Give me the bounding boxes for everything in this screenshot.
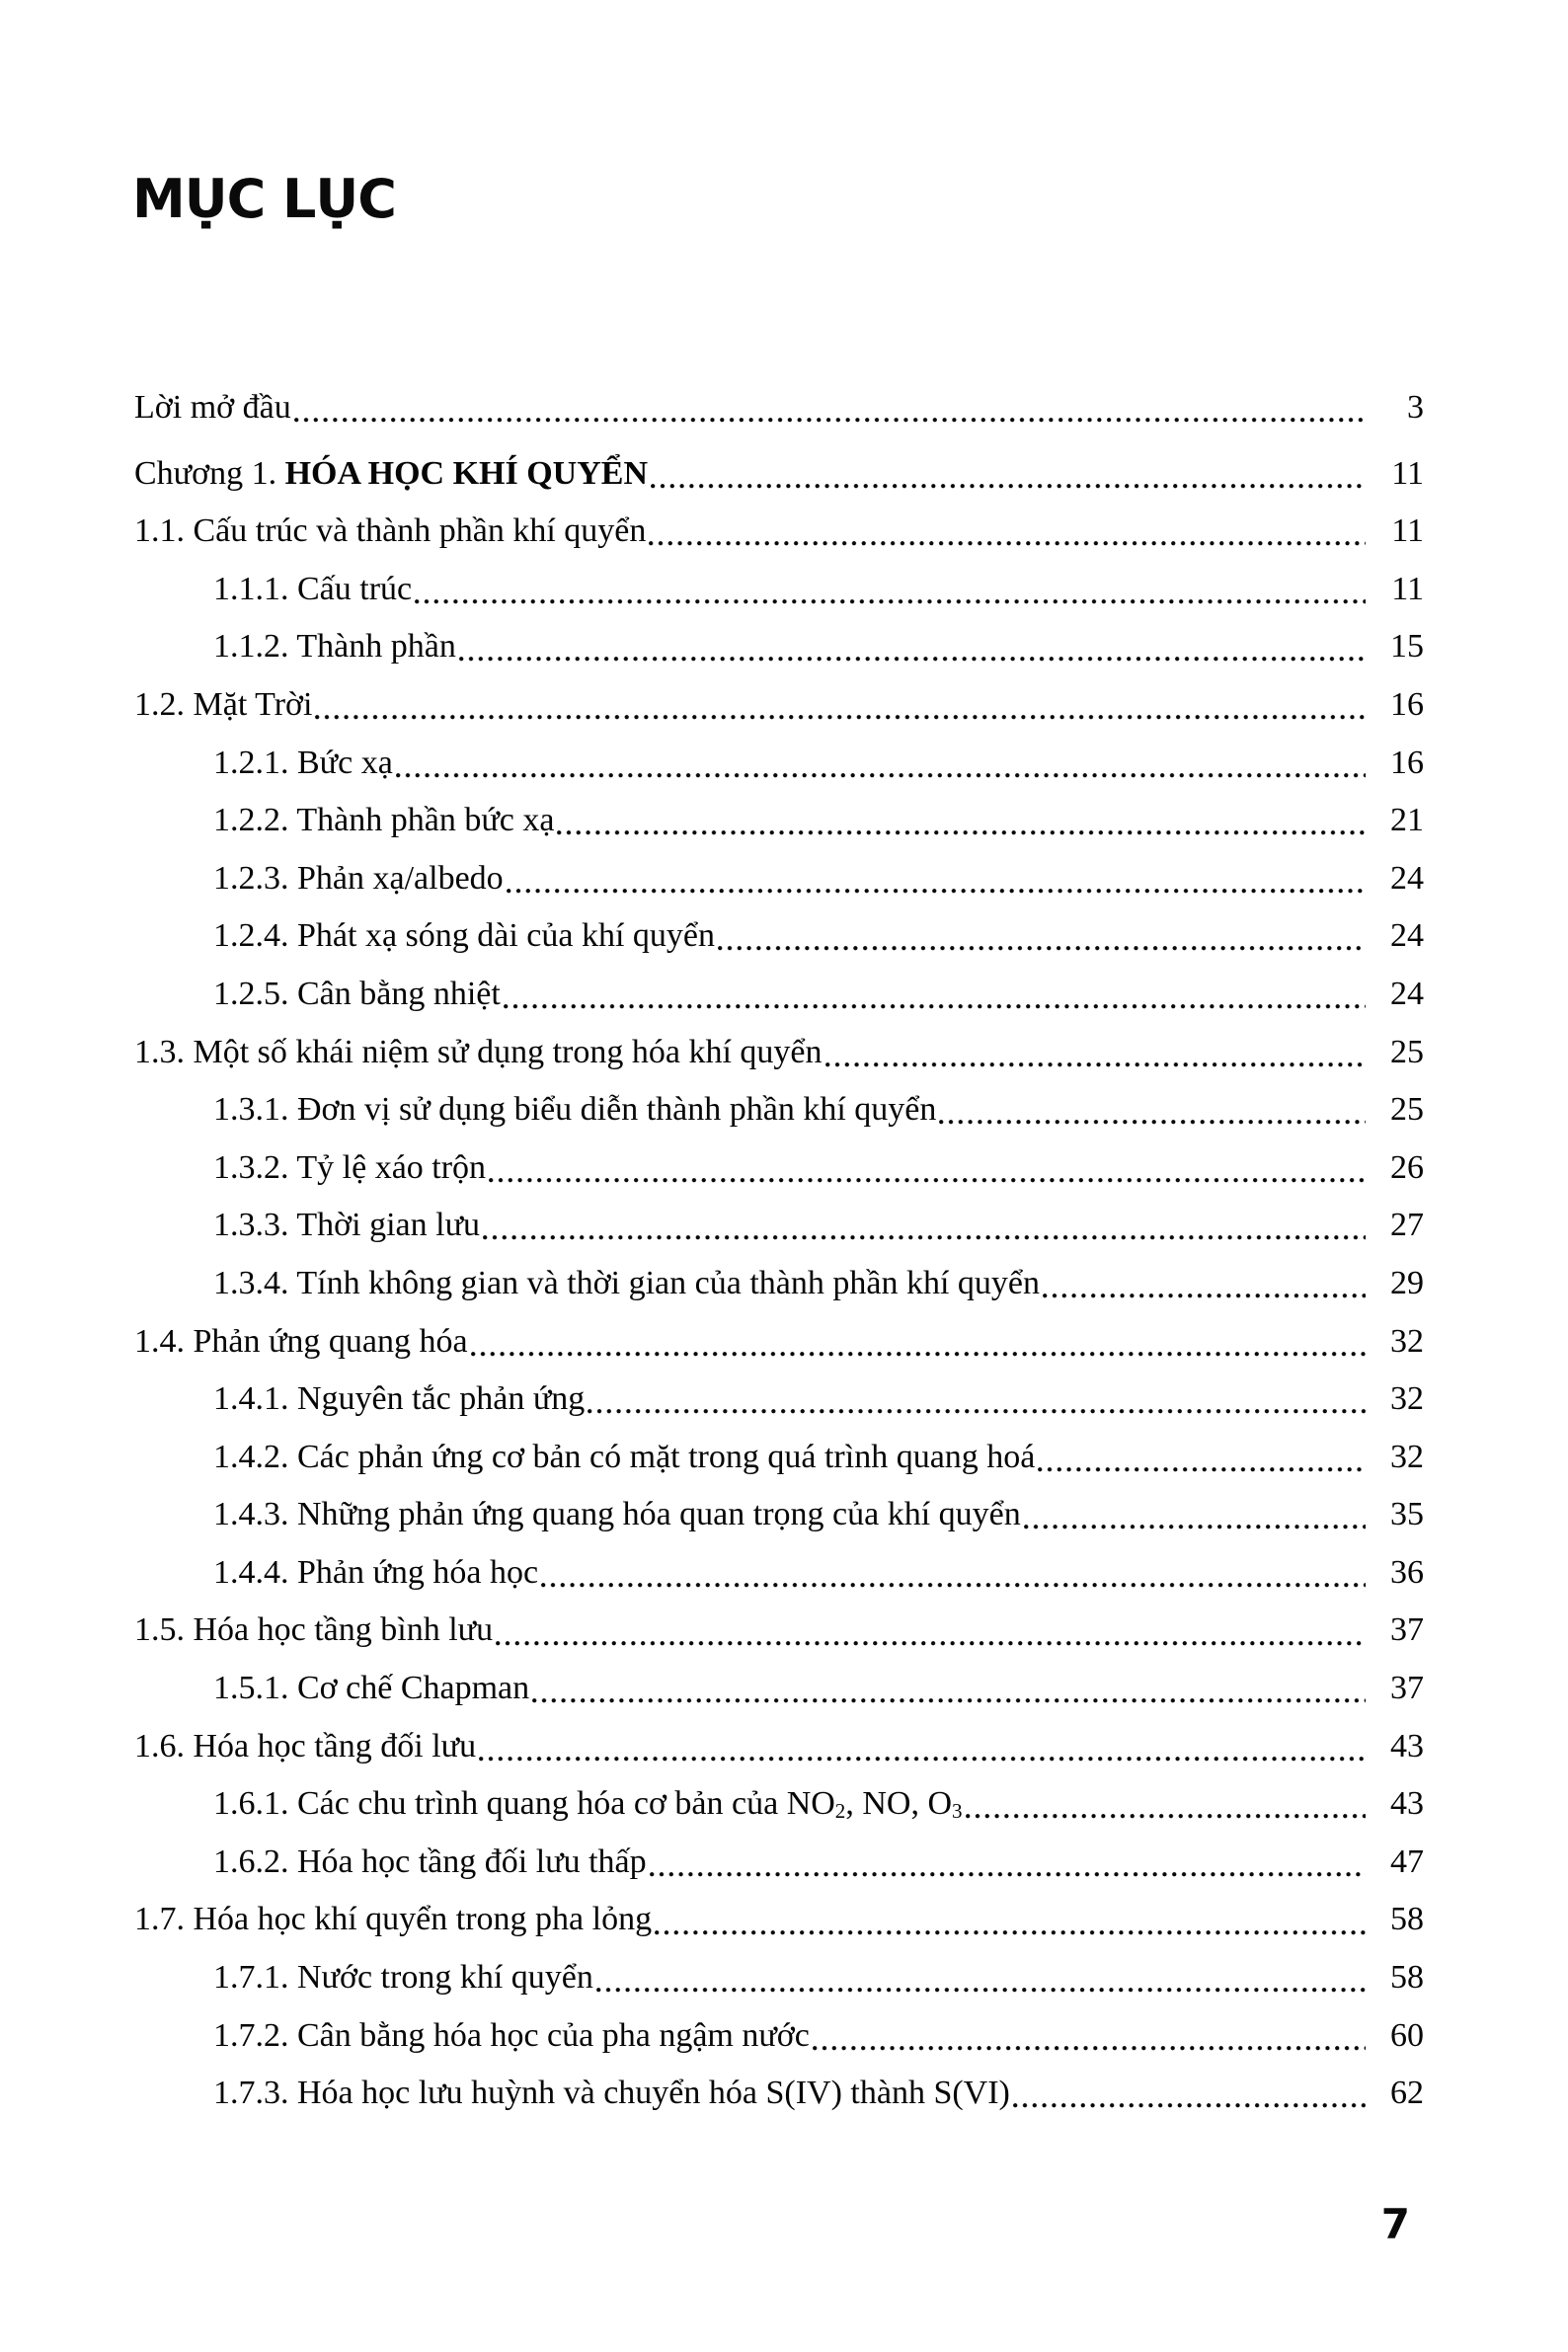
toc-entry-text: 1.2.2. Thành phần bức xạ [213, 802, 555, 839]
page-title: MỤC LỤC [132, 168, 396, 230]
toc-page-number: 11 [1391, 570, 1424, 607]
toc-entry [134, 1775, 1424, 1834]
dot-leader [650, 1834, 1366, 1892]
toc-page-number: 35 [1390, 1496, 1424, 1533]
dot-leader [1013, 2065, 1366, 2123]
toc-entry [134, 1139, 1424, 1198]
toc-entry [134, 2007, 1424, 2066]
toc-entry-text: 1.3.2. Tỷ lệ xáo trộn [213, 1148, 487, 1186]
dot-leader [396, 735, 1366, 793]
toc-entry-text: 1.2. Mặt Trời [134, 685, 313, 723]
toc-page-number: 11 [1391, 512, 1424, 550]
toc-entry [134, 1197, 1424, 1255]
dot-leader [541, 1544, 1366, 1603]
toc-page-number: 47 [1390, 1842, 1424, 1880]
toc-page-number: 25 [1390, 1091, 1424, 1129]
toc-page-number: 26 [1390, 1148, 1424, 1186]
toc-entry-text: 1.4.1. Nguyên tắc phản ứng [213, 1380, 586, 1418]
toc-page-number: 37 [1390, 1611, 1424, 1649]
toc-page-number: 60 [1390, 2016, 1424, 2054]
dot-leader [651, 445, 1366, 504]
toc-page-number: 32 [1390, 1438, 1424, 1475]
toc-entry [134, 1024, 1424, 1082]
toc-entry [134, 1718, 1424, 1776]
toc-entry [134, 1602, 1424, 1660]
toc-entry [134, 907, 1424, 966]
dot-leader [479, 1718, 1366, 1776]
toc-entry-text: 1.4.4. Phản ứng hóa học [213, 1553, 539, 1591]
toc-entry-text: 1.2.1. Bức xạ [213, 744, 393, 781]
toc-entry-text: Lời mở đầu [134, 389, 291, 426]
toc-entry-text: 1.5.1. Cơ chế Chapman [213, 1670, 530, 1707]
toc-page-number: 16 [1390, 744, 1424, 781]
dot-leader [813, 2007, 1366, 2066]
toc-entry-text: 1.7.2. Cân bằng hóa học của pha ngậm nước [213, 2016, 810, 2054]
toc-entry-text: Chương 1. HÓA HỌC KHÍ QUYỂN [134, 454, 649, 492]
toc-entry-text: 1.1. Cấu trúc và thành phần khí quyển [134, 512, 647, 550]
toc-entry [134, 503, 1424, 561]
toc-entry [134, 1313, 1424, 1372]
toc-page-number: 16 [1390, 685, 1424, 723]
footer-page-number: 7 [1380, 2200, 1410, 2248]
toc-page-number: 62 [1390, 2075, 1424, 2112]
toc-entry-text: 1.5. Hóa học tầng bình lưu [134, 1611, 494, 1649]
toc-entry [134, 1371, 1424, 1429]
toc-entry [134, 1660, 1424, 1718]
toc-entry-text: 1.4.2. Các phản ứng cơ bản có mặt trong quá trình quang hoá [213, 1438, 1036, 1475]
dot-leader [557, 792, 1366, 850]
toc-entry [134, 792, 1424, 850]
dot-leader [596, 1949, 1366, 2007]
dot-leader [504, 966, 1366, 1024]
toc-entry-text: 1.3.3. Thời gian lưu [213, 1207, 480, 1244]
dot-leader [655, 1891, 1366, 1949]
toc-page-number: 24 [1390, 917, 1424, 955]
toc-page-number: 32 [1390, 1380, 1424, 1418]
dot-leader [471, 1313, 1366, 1372]
toc-page-number: 37 [1390, 1670, 1424, 1707]
toc-entry-text: 1.1.1. Cấu trúc [213, 570, 413, 607]
toc-entry-text: 1.2.5. Cân bằng nhiệt [213, 975, 501, 1012]
dot-leader [588, 1371, 1366, 1429]
toc-entry [134, 445, 1424, 504]
toc-page-number: 3 [1407, 389, 1424, 426]
toc-entry [134, 1949, 1424, 2007]
toc-entry [134, 1429, 1424, 1487]
toc-entry [134, 561, 1424, 619]
toc-page-number: 43 [1390, 1785, 1424, 1823]
dot-leader [825, 1024, 1367, 1082]
toc-entry [134, 1544, 1424, 1603]
toc-entry [134, 1834, 1424, 1892]
toc-entry-text: 1.2.3. Phản xạ/albedo [213, 859, 504, 897]
dot-leader [315, 676, 1366, 735]
toc-page-number: 11 [1391, 454, 1424, 492]
toc-page-number: 32 [1390, 1322, 1424, 1360]
dot-leader [294, 379, 1366, 437]
toc-page-number: 24 [1390, 975, 1424, 1012]
toc-entry [134, 850, 1424, 908]
toc-entry [134, 735, 1424, 793]
toc-entry [134, 1081, 1424, 1139]
toc-entry-text: 1.3. Một số khái niệm sử dụng trong hóa khí quyển [134, 1033, 823, 1070]
toc-entry-text: 1.6. Hóa học tầng đối lưu [134, 1727, 477, 1764]
dot-leader [459, 618, 1366, 676]
toc-entry-text: 1.3.4. Tính không gian và thời gian của thành phần khí quyển [213, 1264, 1040, 1301]
toc-entry [134, 1891, 1424, 1949]
toc-page-number: 36 [1390, 1553, 1424, 1591]
toc-entry [134, 1486, 1424, 1544]
dot-leader [496, 1602, 1366, 1660]
dot-leader [415, 561, 1366, 619]
toc-page-number: 24 [1390, 859, 1424, 897]
dot-leader [649, 503, 1366, 561]
toc-entry-text: 1.7.3. Hóa học lưu huỳnh và chuyển hóa S(IV) thành S(VI) [213, 2075, 1010, 2112]
toc-entry-text: 1.6.2. Hóa học tầng đối lưu thấp [213, 1842, 647, 1880]
toc-entry [134, 966, 1424, 1024]
toc-entry [134, 676, 1424, 735]
toc-page-number: 25 [1390, 1033, 1424, 1070]
dot-leader [507, 850, 1366, 908]
dot-leader [966, 1775, 1366, 1834]
toc-entry-text: 1.7.1. Nước trong khí quyển [213, 1959, 593, 1997]
dot-leader [1038, 1429, 1366, 1487]
toc-page-number: 15 [1390, 628, 1424, 666]
toc-entry-text: 1.3.1. Đơn vị sử dụng biểu diễn thành phần khí quyển [213, 1091, 937, 1129]
dot-leader [1043, 1255, 1366, 1313]
toc-page-number: 58 [1390, 1959, 1424, 1997]
toc-entry [134, 618, 1424, 676]
toc-entry-text: 1.7. Hóa học khí quyển trong pha lỏng [134, 1901, 653, 1938]
toc-entry [134, 2065, 1424, 2123]
toc-entry [134, 379, 1424, 437]
toc-page-number: 21 [1390, 802, 1424, 839]
toc-entry-text: 1.4. Phản ứng quang hóa [134, 1322, 468, 1360]
dot-leader [483, 1197, 1366, 1255]
toc-entry-text: 1.1.2. Thành phần [213, 628, 456, 666]
dot-leader [1024, 1486, 1366, 1544]
toc-page-number: 29 [1390, 1264, 1424, 1301]
toc-entry-text: 1.4.3. Những phản ứng quang hóa quan trọng của khí quyển [213, 1496, 1021, 1533]
toc-page-number: 58 [1390, 1901, 1424, 1938]
toc-entry [134, 1255, 1424, 1313]
toc-entry-text: 1.6.1. Các chu trình quang hóa cơ bản của NO2, NO, O3 [213, 1785, 963, 1824]
dot-leader [939, 1081, 1366, 1139]
toc-page-number: 27 [1390, 1207, 1424, 1244]
toc-page-number: 43 [1390, 1727, 1424, 1764]
toc-list [134, 379, 1424, 2123]
dot-leader [718, 907, 1366, 966]
dot-leader [532, 1660, 1366, 1718]
dot-leader [489, 1139, 1366, 1198]
toc-entry-text: 1.2.4. Phát xạ sóng dài của khí quyển [213, 917, 716, 955]
